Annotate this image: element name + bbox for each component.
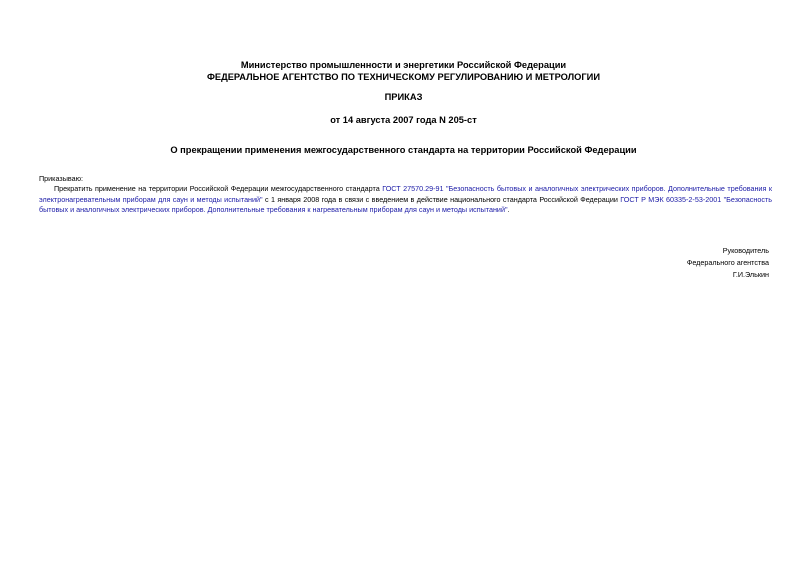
agency-name: ФЕДЕРАЛЬНОЕ АГЕНТСТВО ПО ТЕХНИЧЕСКОМУ РЕГУЛИРОВАНИЮ И МЕТРОЛОГИИ (206, 72, 601, 82)
ministry-name: Министерство промышленности и энергетики Российской Федерации (240, 60, 567, 70)
decree-text-part3: . (507, 205, 510, 214)
decree-paragraph (39, 184, 772, 216)
gost-27570-link[interactable]: ГОСТ 27570.29-91 "Безопасность бытовых и аналогичных электрических приборов. Дополнительные требования к электронагревательным приборам для саун и методы испытаний" (39, 184, 772, 204)
signatory-name: Г.И.Элькин (732, 270, 769, 279)
decree-label: Приказываю: (39, 174, 83, 183)
signature-block (687, 245, 769, 281)
document-date-number: от 14 августа 2007 года N 205-ст (330, 115, 477, 125)
gost-r-iec-60335-link[interactable]: ГОСТ Р МЭК 60335-2-53-2001 "Безопасность бытовых и аналогичных электрических приборов. Дополнительные требования к нагревательным приборам для саун и методы испытаний" (39, 194, 772, 214)
decree-text-part1: Прекратить применение на территории Российской Федерации межгосударственного стандарта (54, 184, 383, 193)
decree-text-part2: с 1 января 2008 года в связи с введением в действие национального стандарта Российской Федерации (262, 194, 621, 204)
document-subject: О прекращении применения межгосударственного стандарта на территории Российской Федерации (170, 145, 637, 155)
signatory-position-line1: Руководитель (722, 246, 769, 255)
signatory-position-line2: Федерального агентства (686, 258, 769, 267)
issuer-block (0, 59, 807, 83)
document-type: ПРИКАЗ (384, 92, 423, 102)
